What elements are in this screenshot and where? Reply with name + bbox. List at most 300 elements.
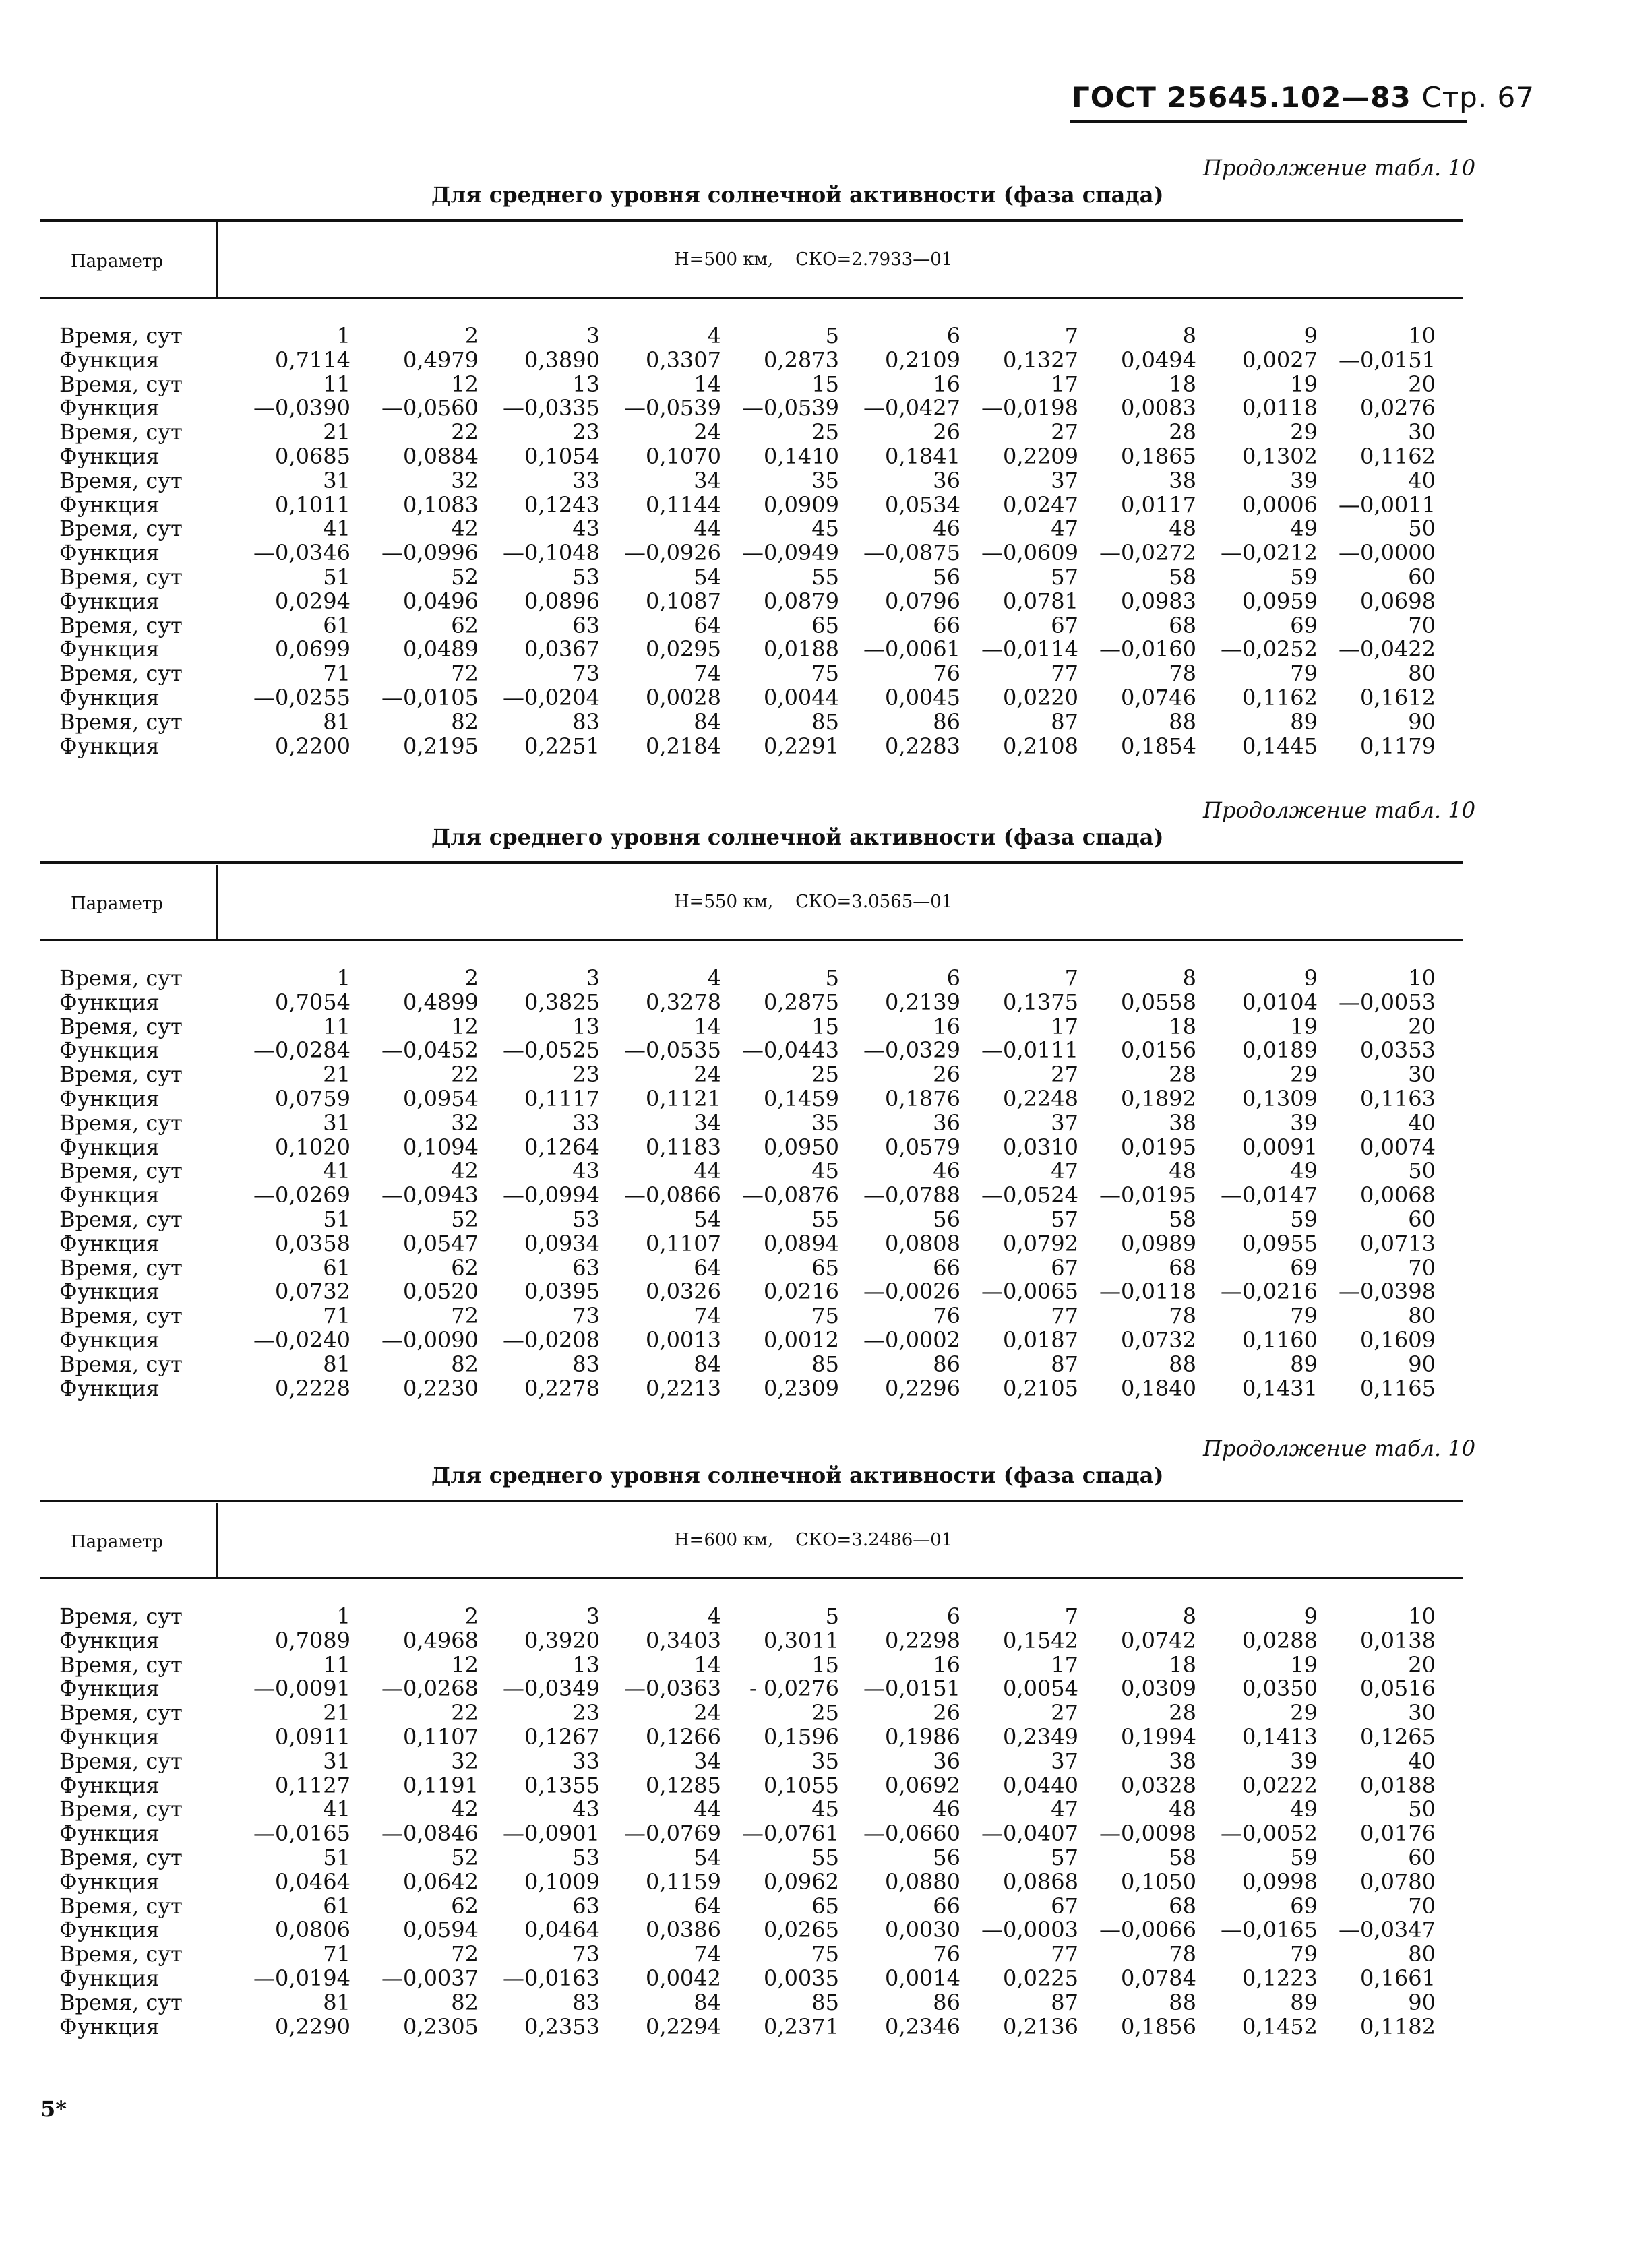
- table-cell: —0,0026: [863, 1279, 960, 1305]
- table-row: [0, 1797, 1627, 1821]
- table-cell: 0,2105: [1003, 1375, 1078, 1401]
- table-cell: 78: [1169, 661, 1196, 687]
- table-cell: 16: [933, 1013, 960, 1039]
- sko-label: СКО=2.7933—01: [795, 249, 953, 270]
- table-cell: 0,1612: [1360, 685, 1436, 710]
- row-label: Функция: [59, 346, 160, 373]
- table-cell: 89: [1290, 708, 1318, 735]
- table-cell: 0,0247: [1003, 491, 1078, 518]
- table-cell: 83: [572, 1989, 600, 2015]
- table-cell: —0,0212: [1221, 540, 1318, 566]
- table-cell: 0,1596: [764, 1724, 839, 1750]
- table-cell: 0,1179: [1360, 733, 1436, 759]
- table-cell: 0,0792: [1003, 1230, 1078, 1256]
- table-cell: 0,0395: [524, 1279, 600, 1305]
- table-cell: 53: [572, 1845, 600, 1870]
- table-cell: 41: [323, 1796, 350, 1822]
- table-cell: 71: [323, 1303, 350, 1329]
- table-cell: 0,7089: [275, 1627, 350, 1653]
- table-cell: 0,0911: [275, 1724, 350, 1750]
- table-cell: 65: [811, 1254, 839, 1281]
- table-cell: 35: [811, 467, 839, 493]
- table-cell: 23: [572, 1062, 600, 1088]
- table-cell: 13: [572, 1651, 600, 1678]
- table-cell: 88: [1169, 708, 1196, 735]
- table-row: [0, 1773, 1627, 1798]
- table-cell: 78: [1169, 1303, 1196, 1329]
- table-cell: 0,0909: [764, 491, 839, 518]
- table-cell: —0,0252: [1221, 636, 1318, 663]
- table-cell: 90: [1408, 1989, 1436, 2015]
- table-cell: 0,1841: [885, 443, 960, 469]
- altitude-label: H=550 км,: [674, 892, 774, 912]
- table-cell: 0,0188: [764, 636, 839, 663]
- table-cell: 54: [694, 564, 721, 590]
- table-cell: —0,0216: [1221, 1279, 1318, 1305]
- table-cell: 0,1327: [1003, 346, 1078, 373]
- table-cell: 12: [451, 371, 479, 397]
- table-cell: 37: [1051, 467, 1078, 493]
- table-cell: 0,2296: [885, 1375, 960, 1401]
- table-cell: 89: [1290, 1989, 1318, 2015]
- table-cell: 82: [451, 1989, 479, 2015]
- table-cell: 39: [1290, 1748, 1318, 1774]
- table-cell: 0,4899: [403, 989, 479, 1015]
- table-cell: —0,0098: [1099, 1820, 1196, 1847]
- table-cell: 0,1265: [1360, 1724, 1436, 1750]
- table-cell: 58: [1169, 1206, 1196, 1232]
- table-cell: 69: [1290, 1893, 1318, 1919]
- row-label: Время, сут: [59, 1062, 183, 1088]
- table-cell: 76: [933, 1941, 960, 1967]
- table-cell: 17: [1051, 1651, 1078, 1678]
- table-row: [0, 444, 1627, 468]
- table-cell: 52: [451, 1206, 479, 1232]
- table-cell: 0,2305: [403, 2013, 479, 2040]
- table-cell: 0,0934: [524, 1230, 600, 1256]
- table-cell: 83: [572, 1351, 600, 1377]
- table-cell: 0,0959: [1242, 588, 1318, 614]
- table-cell: 22: [451, 419, 479, 446]
- table-cell: —0,0066: [1099, 1917, 1196, 1943]
- table-cell: 46: [933, 1796, 960, 1822]
- table-header-rule: [40, 939, 1463, 941]
- table-row: [0, 396, 1627, 420]
- table-cell: 23: [572, 419, 600, 446]
- table-cell: 14: [694, 371, 721, 397]
- table-cell: 18: [1169, 371, 1196, 397]
- altitude-label: H=600 км,: [674, 1530, 774, 1550]
- table-cell: 0,1355: [524, 1772, 600, 1798]
- table-cell: 0,2251: [524, 733, 600, 759]
- table-cell: 13: [572, 1013, 600, 1039]
- row-label: Функция: [59, 1676, 160, 1702]
- table-cell: 0,1165: [1360, 1375, 1436, 1401]
- row-label: Функция: [59, 1230, 160, 1256]
- table-cell: 84: [694, 708, 721, 735]
- table-cell: —0,0539: [742, 395, 839, 421]
- table-cell: —0,0003: [981, 1917, 1078, 1943]
- table-cell: 19: [1290, 1651, 1318, 1678]
- table-row: [0, 1086, 1627, 1111]
- table-cell: 0,3403: [646, 1627, 721, 1653]
- table-cell: 0,2371: [764, 2013, 839, 2040]
- table-cell: —0,0846: [381, 1820, 479, 1847]
- spacer: [773, 1530, 795, 1550]
- table-cell: 0,2228: [275, 1375, 350, 1401]
- table-cell: 0,2875: [764, 989, 839, 1015]
- row-label: Время, сут: [59, 965, 183, 991]
- table-cell: —0,0876: [742, 1182, 839, 1208]
- table-cell: 0,0225: [1003, 1965, 1078, 1991]
- table-cell: 0,1107: [403, 1724, 479, 1750]
- table-cell: 36: [933, 1109, 960, 1136]
- row-label: Время, сут: [59, 1796, 183, 1822]
- table-row: [0, 1014, 1627, 1039]
- table-cell: 42: [451, 1158, 479, 1184]
- table-cell: —0,0268: [381, 1676, 479, 1702]
- table-cell: 0,3278: [646, 989, 721, 1015]
- table-cell: 0,1162: [1242, 685, 1318, 710]
- table-cell: —0,0427: [863, 395, 960, 421]
- table-cell: 0,0642: [403, 1868, 479, 1895]
- table-cell: 52: [451, 1845, 479, 1870]
- table-cell: 73: [572, 1941, 600, 1967]
- table-cell: 39: [1290, 467, 1318, 493]
- table-cell: 23: [572, 1700, 600, 1726]
- table-cell: 0,0884: [403, 443, 479, 469]
- table-cell: 68: [1169, 1254, 1196, 1281]
- table-cell: 5: [825, 965, 839, 991]
- table-cell: 62: [451, 1893, 479, 1919]
- table-cell: 73: [572, 661, 600, 687]
- table-row: [0, 1870, 1627, 1894]
- table-cell: 59: [1290, 1206, 1318, 1232]
- table-cell: 81: [323, 1989, 350, 2015]
- table-cell: 0,1865: [1121, 443, 1196, 469]
- table-cell: 29: [1290, 1062, 1318, 1088]
- table-cell: 30: [1408, 1700, 1436, 1726]
- row-label: Время, сут: [59, 708, 183, 735]
- table-cell: 28: [1169, 1700, 1196, 1726]
- param-header: Параметр: [71, 251, 163, 272]
- table-row: [0, 1376, 1627, 1401]
- table-row: [0, 613, 1627, 638]
- table-cell: 0,0698: [1360, 588, 1436, 614]
- altitude-header: [674, 249, 952, 270]
- table-cell: 59: [1290, 564, 1318, 590]
- table-row: [0, 1725, 1627, 1749]
- table-cell: 39: [1290, 1109, 1318, 1136]
- table-cell: 0,1986: [885, 1724, 960, 1750]
- table-cell: 74: [694, 1303, 721, 1329]
- table-row: [0, 1653, 1627, 1677]
- table-cell: 0,0176: [1360, 1820, 1436, 1847]
- table-cell: 10: [1408, 1603, 1436, 1629]
- table-row: [0, 565, 1627, 589]
- table-cell: 0,0516: [1360, 1676, 1436, 1702]
- table-cell: 0,1856: [1121, 2013, 1196, 2040]
- table-cell: 2: [464, 1603, 479, 1629]
- table-cell: 0,4979: [403, 346, 479, 373]
- table-cell: —0,0065: [981, 1279, 1078, 1305]
- table-cell: 8: [1182, 323, 1196, 348]
- table-cell: 0,0104: [1242, 989, 1318, 1015]
- row-label: Время, сут: [59, 419, 183, 446]
- table-cell: 30: [1408, 419, 1436, 446]
- table-cell: 37: [1051, 1109, 1078, 1136]
- table-cell: 85: [811, 708, 839, 735]
- table-cell: 0,1661: [1360, 1965, 1436, 1991]
- table-row: [0, 1062, 1627, 1086]
- table-cell: —0,0165: [1221, 1917, 1318, 1943]
- table-cell: 9: [1303, 323, 1318, 348]
- table-cell: 5: [825, 1603, 839, 1629]
- table-row: [0, 1628, 1627, 1653]
- table-cell: 78: [1169, 1941, 1196, 1967]
- table-cell: 57: [1051, 564, 1078, 590]
- row-label: Время, сут: [59, 323, 183, 348]
- row-label: Функция: [59, 1820, 160, 1847]
- table-cell: 50: [1408, 1158, 1436, 1184]
- table-cell: —0,0524: [981, 1182, 1078, 1208]
- table-cell: —0,0151: [863, 1676, 960, 1702]
- table-cell: 69: [1290, 612, 1318, 638]
- table-cell: 0,2873: [764, 346, 839, 373]
- table-cell: —0,1048: [503, 540, 600, 566]
- table-cell: 0,1840: [1121, 1375, 1196, 1401]
- table-cell: —0,0949: [742, 540, 839, 566]
- table-cell: 0,0310: [1003, 1134, 1078, 1160]
- row-label: Время, сут: [59, 661, 183, 687]
- table-cell: 40: [1408, 467, 1436, 493]
- table-cell: 27: [1051, 1700, 1078, 1726]
- table-row: [0, 541, 1627, 565]
- table-cell: 0,0520: [403, 1279, 479, 1305]
- table-cell: 0,1009: [524, 1868, 600, 1895]
- row-label: Функция: [59, 395, 160, 421]
- table-cell: 77: [1051, 661, 1078, 687]
- table-cell: 11: [323, 1651, 350, 1678]
- header-divider: [216, 865, 218, 939]
- table-cell: 17: [1051, 371, 1078, 397]
- table-cell: 62: [451, 1254, 479, 1281]
- table-cell: 67: [1051, 1254, 1078, 1281]
- table-cell: 60: [1408, 564, 1436, 590]
- table-row: [0, 348, 1627, 372]
- row-label: Функция: [59, 1182, 160, 1208]
- table-cell: 0,1309: [1242, 1086, 1318, 1111]
- table-cell: 5: [825, 323, 839, 348]
- table-cell: 38: [1169, 467, 1196, 493]
- table-cell: 47: [1051, 516, 1078, 542]
- table-cell: 0,1117: [524, 1086, 600, 1111]
- table-cell: 79: [1290, 1303, 1318, 1329]
- table-cell: —0,0240: [253, 1327, 350, 1353]
- table-row: [0, 1038, 1627, 1062]
- table-cell: 55: [811, 564, 839, 590]
- table-cell: 75: [811, 661, 839, 687]
- row-label: Время, сут: [59, 1254, 183, 1281]
- table-cell: —0,0535: [624, 1037, 721, 1064]
- row-label: Время, сут: [59, 467, 183, 493]
- table-row: [0, 420, 1627, 444]
- table-cell: 53: [572, 1206, 600, 1232]
- row-label: Время, сут: [59, 564, 183, 590]
- table-cell: 31: [323, 1109, 350, 1136]
- table-cell: 0,0692: [885, 1772, 960, 1798]
- table-cell: 11: [323, 1013, 350, 1039]
- table-cell: 0,1191: [403, 1772, 479, 1798]
- table-cell: 0,1162: [1360, 443, 1436, 469]
- row-label: Время, сут: [59, 1303, 183, 1329]
- table-cell: 0,3890: [524, 346, 600, 373]
- row-label: Время, сут: [59, 1845, 183, 1870]
- table-cell: 62: [451, 612, 479, 638]
- table-cell: 0,2283: [885, 733, 960, 759]
- table-cell: 0,0188: [1360, 1772, 1436, 1798]
- table-cell: 42: [451, 516, 479, 542]
- table-cell: 6: [946, 323, 960, 348]
- table-cell: 0,0189: [1242, 1037, 1318, 1064]
- table-cell: 3: [586, 965, 600, 991]
- table-cell: 87: [1051, 1351, 1078, 1377]
- table-row: [0, 1183, 1627, 1207]
- table-cell: 6: [946, 965, 960, 991]
- table-cell: 0,1854: [1121, 733, 1196, 759]
- table-cell: 0,0699: [275, 636, 350, 663]
- table-cell: 32: [451, 1748, 479, 1774]
- table-cell: 46: [933, 1158, 960, 1184]
- table-cell: 0,3920: [524, 1627, 600, 1653]
- table-row: [0, 1821, 1627, 1845]
- table-cell: 0,1452: [1242, 2013, 1318, 2040]
- table-cell: 85: [811, 1351, 839, 1377]
- table-cell: 0,1445: [1242, 733, 1318, 759]
- table-cell: —0,0090: [381, 1327, 479, 1353]
- table-cell: 61: [323, 1254, 350, 1281]
- row-label: Функция: [59, 2013, 160, 2040]
- table-cell: - 0,0276: [749, 1676, 839, 1702]
- row-label: Функция: [59, 733, 160, 759]
- table-cell: 30: [1408, 1062, 1436, 1088]
- table-cell: 0,2195: [403, 733, 479, 759]
- table-cell: 0,0006: [1242, 491, 1318, 518]
- table-row: [0, 1111, 1627, 1135]
- table-cell: 51: [323, 564, 350, 590]
- section-title: Для среднего уровня солнечной активности (фаза спада): [431, 1463, 1164, 1488]
- table-cell: 49: [1290, 1796, 1318, 1822]
- table-cell: 0,2230: [403, 1375, 479, 1401]
- table-cell: 16: [933, 371, 960, 397]
- table-cell: 52: [451, 564, 479, 590]
- table-cell: 65: [811, 1893, 839, 1919]
- table-cell: 53: [572, 564, 600, 590]
- table-cell: 81: [323, 708, 350, 735]
- table-cell: 35: [811, 1109, 839, 1136]
- altitude-header: [674, 1530, 952, 1550]
- table-cell: 75: [811, 1941, 839, 1967]
- table-cell: —0,0390: [253, 395, 350, 421]
- table-cell: 32: [451, 467, 479, 493]
- row-label: Функция: [59, 1037, 160, 1064]
- table-cell: 0,0781: [1003, 588, 1078, 614]
- table-cell: —0,0061: [863, 636, 960, 663]
- table-cell: 4: [707, 323, 721, 348]
- table-cell: —0,0866: [624, 1182, 721, 1208]
- table-cell: 21: [323, 1062, 350, 1088]
- table-cell: 73: [572, 1303, 600, 1329]
- table-cell: 15: [811, 1013, 839, 1039]
- table-cell: 0,2309: [764, 1375, 839, 1401]
- table-cell: 9: [1303, 965, 1318, 991]
- table-cell: 0,0780: [1360, 1868, 1436, 1895]
- continuation-note: Продолжение табл. 10: [1203, 155, 1476, 181]
- row-label: Функция: [59, 491, 160, 518]
- table-cell: 21: [323, 1700, 350, 1726]
- table-cell: —0,0284: [253, 1037, 350, 1064]
- table-cell: 0,0035: [764, 1965, 839, 1991]
- table-cell: 74: [694, 661, 721, 687]
- table-cell: 26: [933, 1700, 960, 1726]
- table-cell: 0,1160: [1242, 1327, 1318, 1353]
- table-cell: 40: [1408, 1109, 1436, 1136]
- table-cell: 49: [1290, 516, 1318, 542]
- row-label: Время, сут: [59, 1109, 183, 1136]
- table-row: [0, 493, 1627, 517]
- table-cell: 0,7114: [275, 346, 350, 373]
- table-cell: 24: [694, 1700, 721, 1726]
- table-cell: 26: [933, 1062, 960, 1088]
- table-cell: 0,1431: [1242, 1375, 1318, 1401]
- table-row: [0, 1328, 1627, 1352]
- table-cell: 0,0796: [885, 588, 960, 614]
- table-cell: 50: [1408, 1796, 1436, 1822]
- table-cell: 0,1107: [646, 1230, 721, 1256]
- table-cell: 0,0806: [275, 1917, 350, 1943]
- row-label: Функция: [59, 443, 160, 469]
- table-cell: 0,0013: [646, 1327, 721, 1353]
- table-cell: 77: [1051, 1941, 1078, 1967]
- table-cell: 41: [323, 1158, 350, 1184]
- table-row: [0, 324, 1627, 348]
- table-cell: —0,0943: [381, 1182, 479, 1208]
- row-label: Время, сут: [59, 1893, 183, 1919]
- table-cell: 64: [694, 612, 721, 638]
- table-cell: 72: [451, 661, 479, 687]
- table-row: [0, 1279, 1627, 1304]
- table-cell: 12: [451, 1651, 479, 1678]
- table-cell: —0,0660: [863, 1820, 960, 1847]
- table-cell: 0,1302: [1242, 443, 1318, 469]
- table-cell: 0,0326: [646, 1279, 721, 1305]
- table-cell: 0,2213: [646, 1375, 721, 1401]
- table-row: [0, 1159, 1627, 1183]
- table-cell: 0,0288: [1242, 1627, 1318, 1653]
- page-number: Стр. 67: [1421, 81, 1535, 114]
- table-cell: 0,2200: [275, 733, 350, 759]
- table-cell: —0,0422: [1339, 636, 1436, 663]
- table-cell: 55: [811, 1206, 839, 1232]
- table-cell: —0,0926: [624, 540, 721, 566]
- table-cell: 56: [933, 1206, 960, 1232]
- table-cell: 0,2248: [1003, 1086, 1078, 1111]
- table-row: [0, 1845, 1627, 1870]
- table-cell: 0,0014: [885, 1965, 960, 1991]
- table-cell: 59: [1290, 1845, 1318, 1870]
- table-cell: —0,0105: [381, 685, 479, 710]
- table-cell: 0,1876: [885, 1086, 960, 1111]
